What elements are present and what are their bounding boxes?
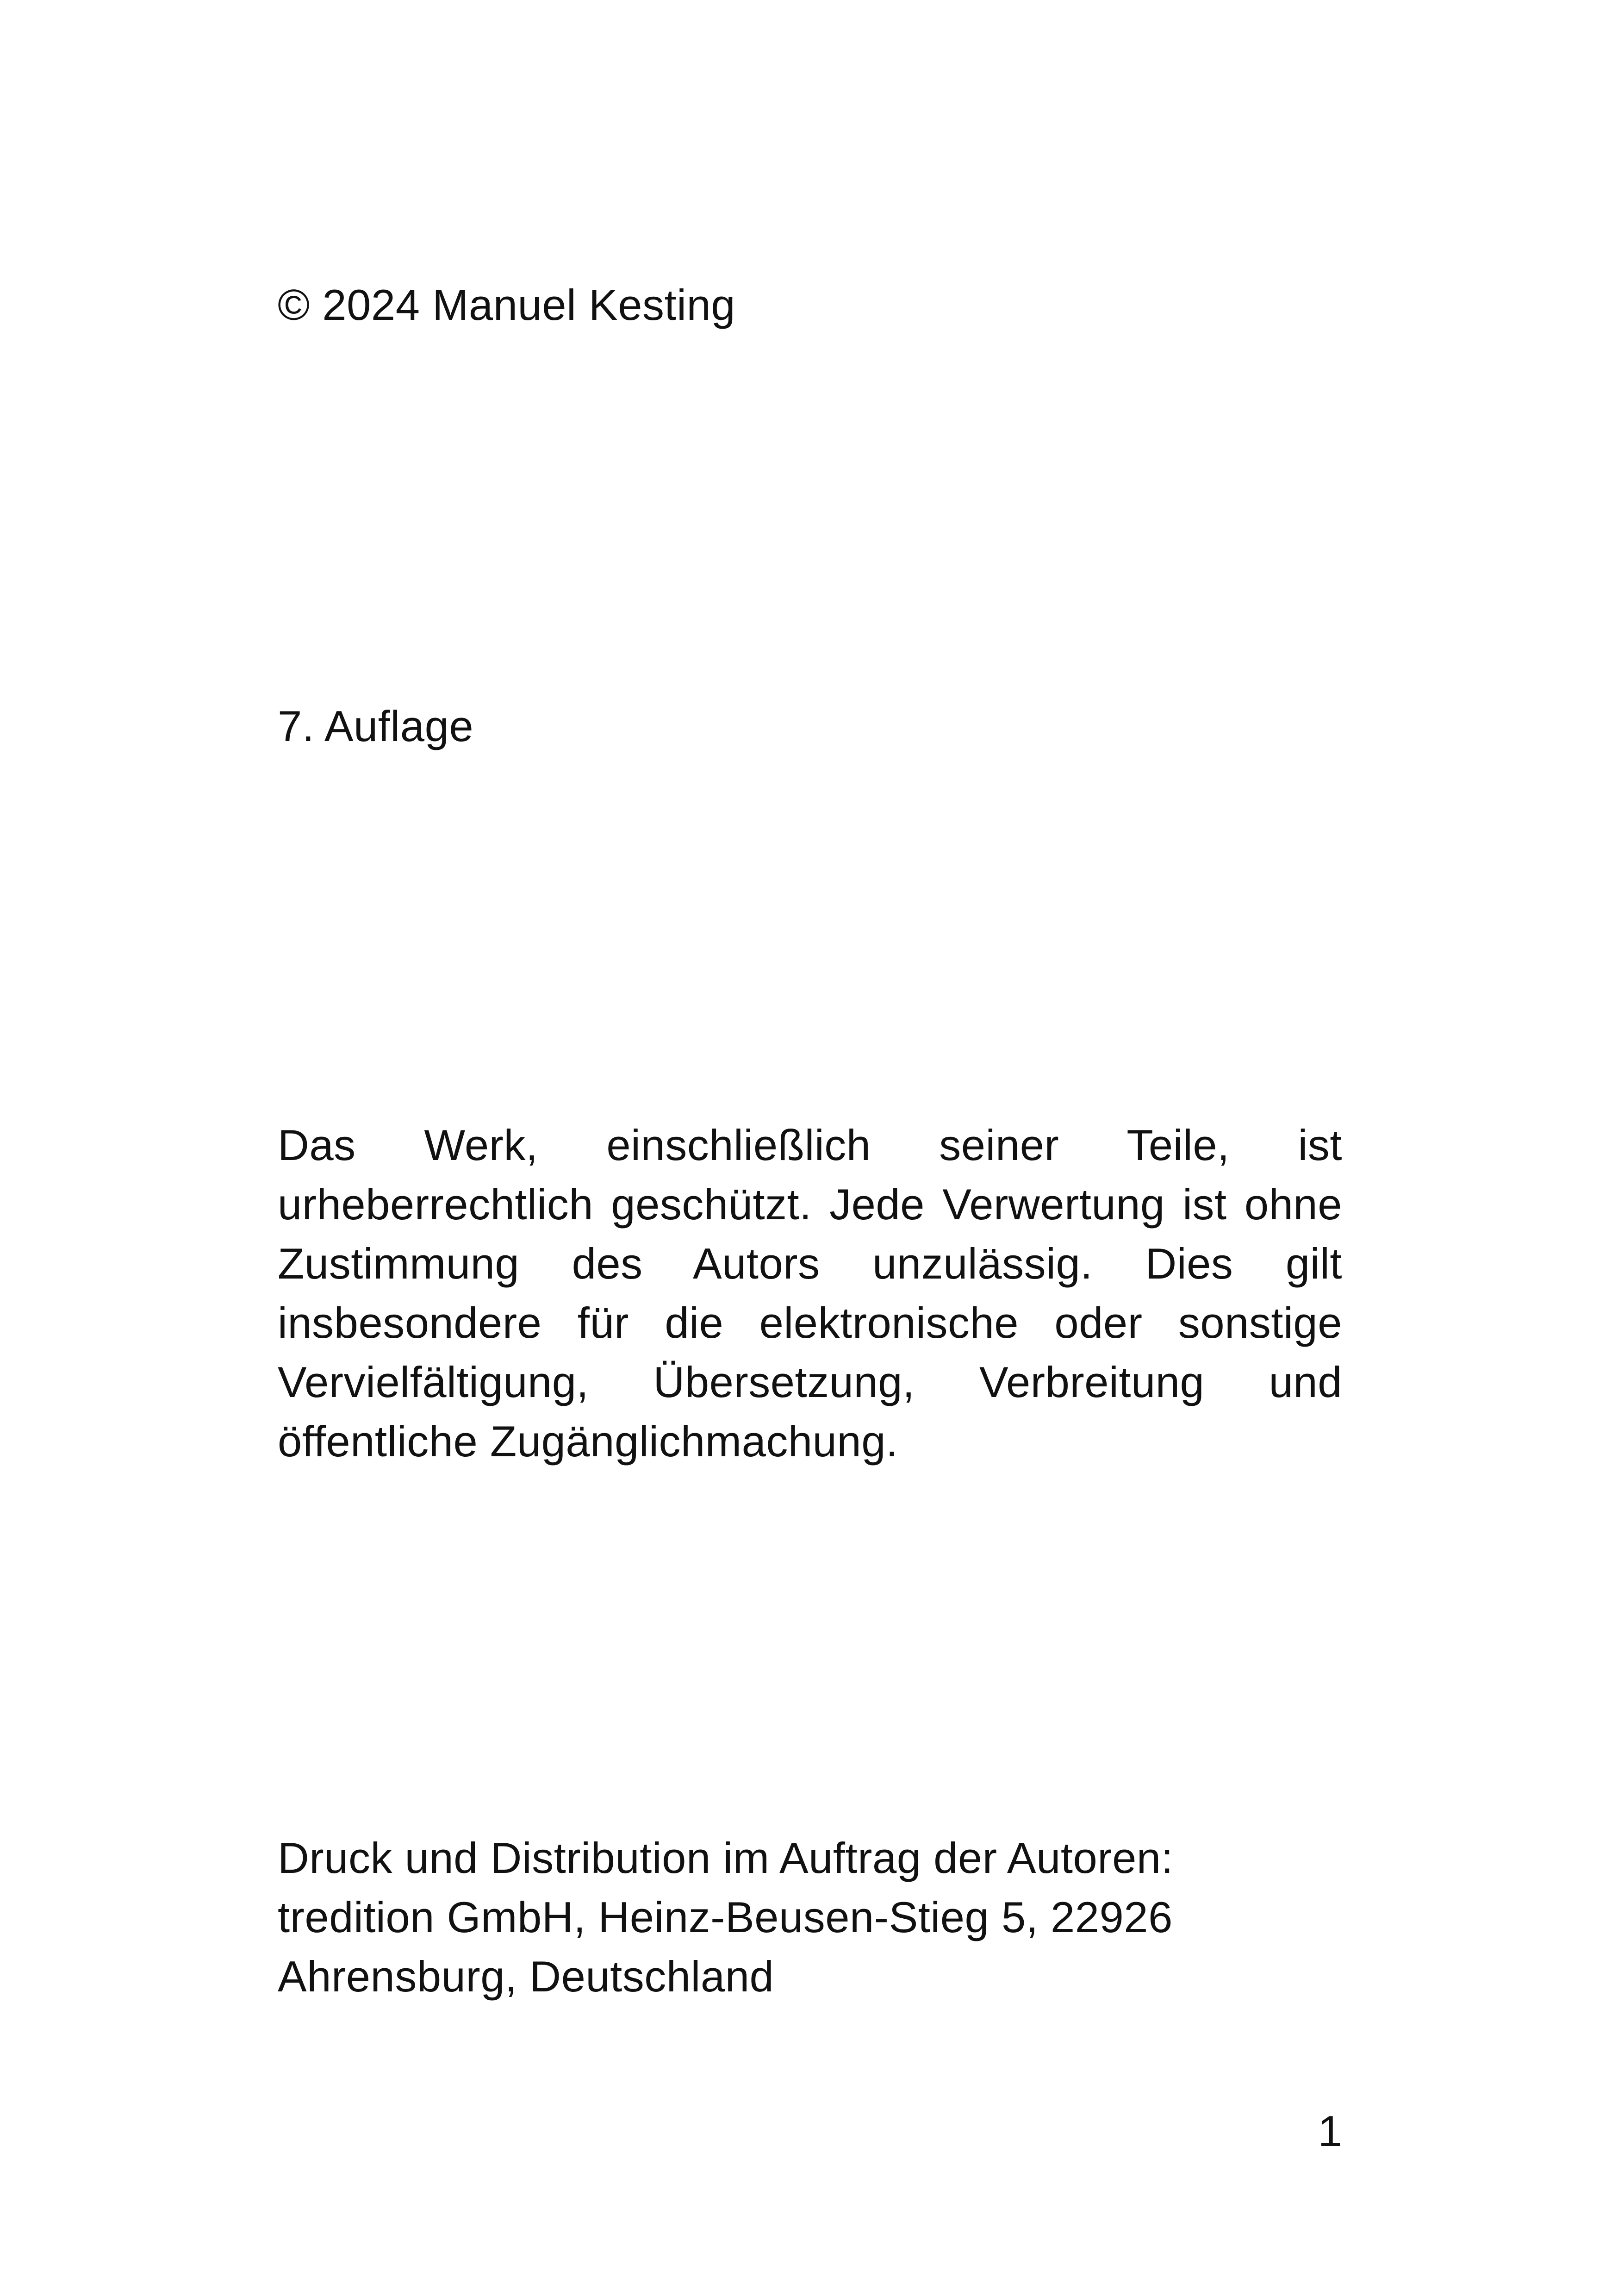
imprint-line-2: tredition GmbH, Heinz-Beusen-Stieg 5, 22926 [278, 1893, 1173, 1941]
imprint [278, 1828, 1342, 2006]
imprint-line-3: Ahrensburg, Deutschland [278, 1952, 774, 2001]
page-number: 1 [1318, 2107, 1342, 2155]
imprint-line-1: Druck und Distribution im Auftrag der Autoren: [278, 1834, 1174, 1882]
copyright-notice: © 2024 Manuel Kesting [278, 281, 736, 329]
edition-label: 7. Auflage [278, 702, 474, 750]
rights-notice: Das Werk, einschließlich seiner Teile, ist urheberrechtlich geschützt. Jede Verwertung ist ohne Zustimmung des Autors unzulässig. Dies gilt insbesondere für die elektronische oder sonstige Vervielfältigung, Übersetzung, Verbreitung und öffentliche Zugänglichmachung. [278, 1121, 1342, 1466]
